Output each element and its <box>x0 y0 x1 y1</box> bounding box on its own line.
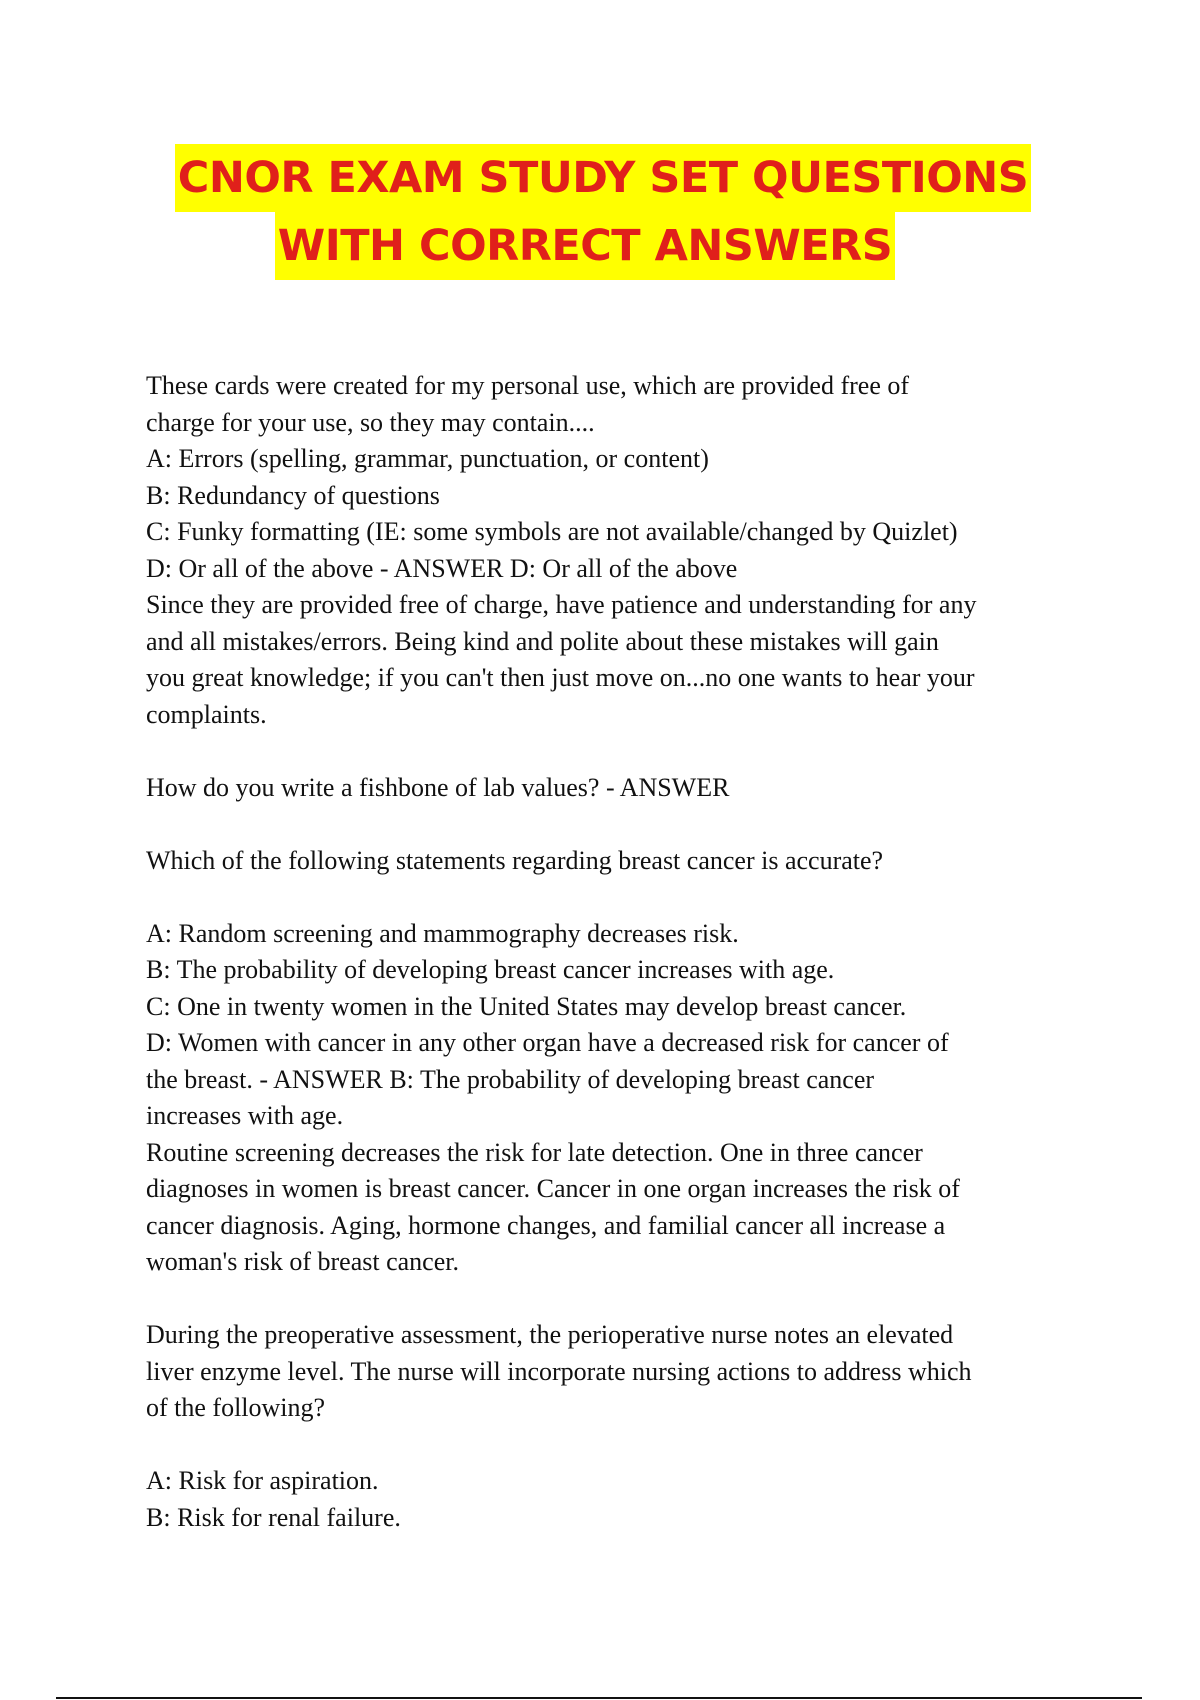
question-2 <box>146 843 1076 1281</box>
intro-section <box>146 368 1076 733</box>
option-b: B: Risk for renal failure. <box>146 1502 401 1532</box>
intro-note-line: and all mistakes/errors. Being kind and polite about these mistakes will gain <box>146 626 939 656</box>
question-stem: Which of the following statements regarding breast cancer is accurate? <box>146 845 884 875</box>
spacer <box>146 1281 1076 1318</box>
option-a: A: Risk for aspiration. <box>146 1466 379 1495</box>
rationale-line: cancer diagnosis. Aging, hormone changes, and familial cancer all increase a <box>146 1210 946 1240</box>
document-title <box>0 144 1200 280</box>
spacer <box>146 806 1076 843</box>
question-1 <box>146 770 1076 807</box>
spacer <box>146 733 1076 770</box>
intro-option-d: D: Or all of the above - ANSWER D: Or all of the above <box>146 553 738 583</box>
intro-option-b: B: Redundancy of questions <box>146 480 440 510</box>
intro-line: charge for your use, so they may contain.... <box>146 407 595 437</box>
question-text: How do you write a fishbone of lab values? - ANSWER <box>146 772 730 802</box>
answer-line: increases with age. <box>146 1101 344 1130</box>
title-line-1: CNOR EXAM STUDY SET QUESTIONS <box>175 144 1031 212</box>
intro-line: These cards were created for my personal use, which are provided free of <box>146 371 910 400</box>
answer-line: the breast. - ANSWER B: The probability of developing breast cancer <box>146 1064 875 1094</box>
option-d: D: Women with cancer in any other organ have a decreased risk for cancer of <box>146 1028 949 1057</box>
bottom-divider <box>56 1697 1142 1699</box>
rationale-line: Routine screening decreases the risk for late detection. One in three cancer <box>146 1137 923 1167</box>
document-body <box>146 368 1076 1536</box>
question-stem: During the preoperative assessment, the perioperative nurse notes an elevated <box>146 1320 954 1349</box>
question-3 <box>146 1317 1076 1536</box>
rationale-line: diagnoses in women is breast cancer. Cancer in one organ increases the risk of <box>146 1174 960 1203</box>
intro-note-line: complaints. <box>146 699 267 729</box>
question-stem: of the following? <box>146 1393 326 1422</box>
intro-option-a: A: Errors (spelling, grammar, punctuation, or content) <box>146 444 709 473</box>
spacer <box>146 879 1076 916</box>
option-b: B: The probability of developing breast cancer increases with age. <box>146 955 835 984</box>
intro-note-line: Since they are provided free of charge, have patience and understanding for any <box>146 590 977 619</box>
intro-option-c: C: Funky formatting (IE: some symbols are not available/changed by Quizlet) <box>146 517 958 546</box>
title-line-2: WITH CORRECT ANSWERS <box>275 212 895 280</box>
intro-note-line: you great knowledge; if you can't then just move on...no one wants to hear your <box>146 663 975 692</box>
option-c: C: One in twenty women in the United States may develop breast cancer. <box>146 991 907 1021</box>
rationale-line: woman's risk of breast cancer. <box>146 1247 459 1276</box>
question-stem: liver enzyme level. The nurse will incorporate nursing actions to address which <box>146 1356 972 1386</box>
spacer <box>146 1427 1076 1464</box>
option-a: A: Random screening and mammography decreases risk. <box>146 918 739 948</box>
